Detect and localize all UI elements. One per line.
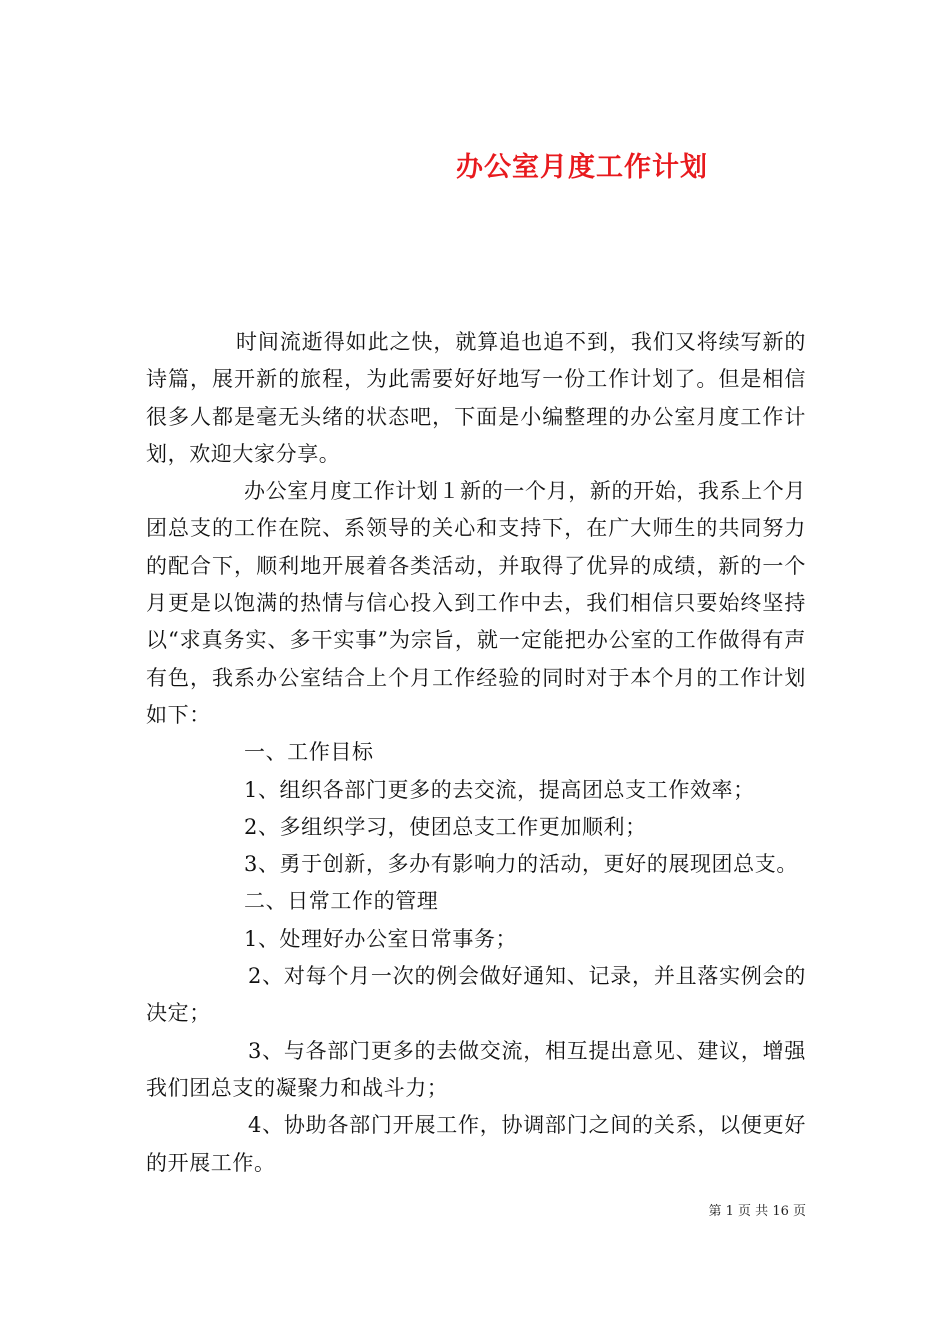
plan-1-paragraph: 办公室月度工作计划１新的一个月，新的开始，我系上个月团总支的工作在院、系领导的关心和支持下，在广大师生的共同努力的配合下，顺利地开展着各类活动，并取得了优异的成绩，新的一个月更是以饱满的热情与信心投入到工作中去，我们相信只要始终坚持以“求真务实、多干实事”为宗旨，就一定能把办公室的工作做得有声有色，我系办公室结合上个月工作经验的同时对于本个月的工作计划如下： [146,479,806,727]
section-heading-goals: 一、工作目标 [244,740,374,765]
goal-item-1: 1、组织各部门更多的去交流，提高团总支工作效率； [244,777,755,802]
section-heading-daily-management: 二、日常工作的管理 [244,889,439,914]
management-item-3: 3、与各部门更多的去做交流，相互提出意见、建议，增强我们团总支的凝聚力和战斗力； [146,1038,806,1100]
management-item-2: 2、对每个月一次的例会做好通知、记录，并且落实例会的决定； [146,964,806,1026]
management-item-4: 4、协助各部门开展工作，协调部门之间的关系，以便更好的开展工作。 [146,1113,806,1175]
management-item-1: 1、处理好办公室日常事务； [244,926,518,951]
goal-item-2: 2、多组织学习，使团总支工作更加顺利； [244,814,647,839]
page-number: 第 1 页 共 16 页 [708,1204,806,1219]
goal-item-3: 3、勇于创新，多办有影响力的活动，更好的展现团总支。 [244,852,798,877]
page-title: 办公室月度工作计划 [456,152,708,184]
intro-paragraph: 时间流逝得如此之快，就算追也追不到，我们又将续写新的诗篇，展开新的旅程，为此需要好好地写一份工作计划了。但是相信很多人都是毫无头绪的状态吧，下面是小编整理的办公室月度工作计划，欢迎大家分享。 [146,330,806,466]
document-body [146,324,806,1182]
